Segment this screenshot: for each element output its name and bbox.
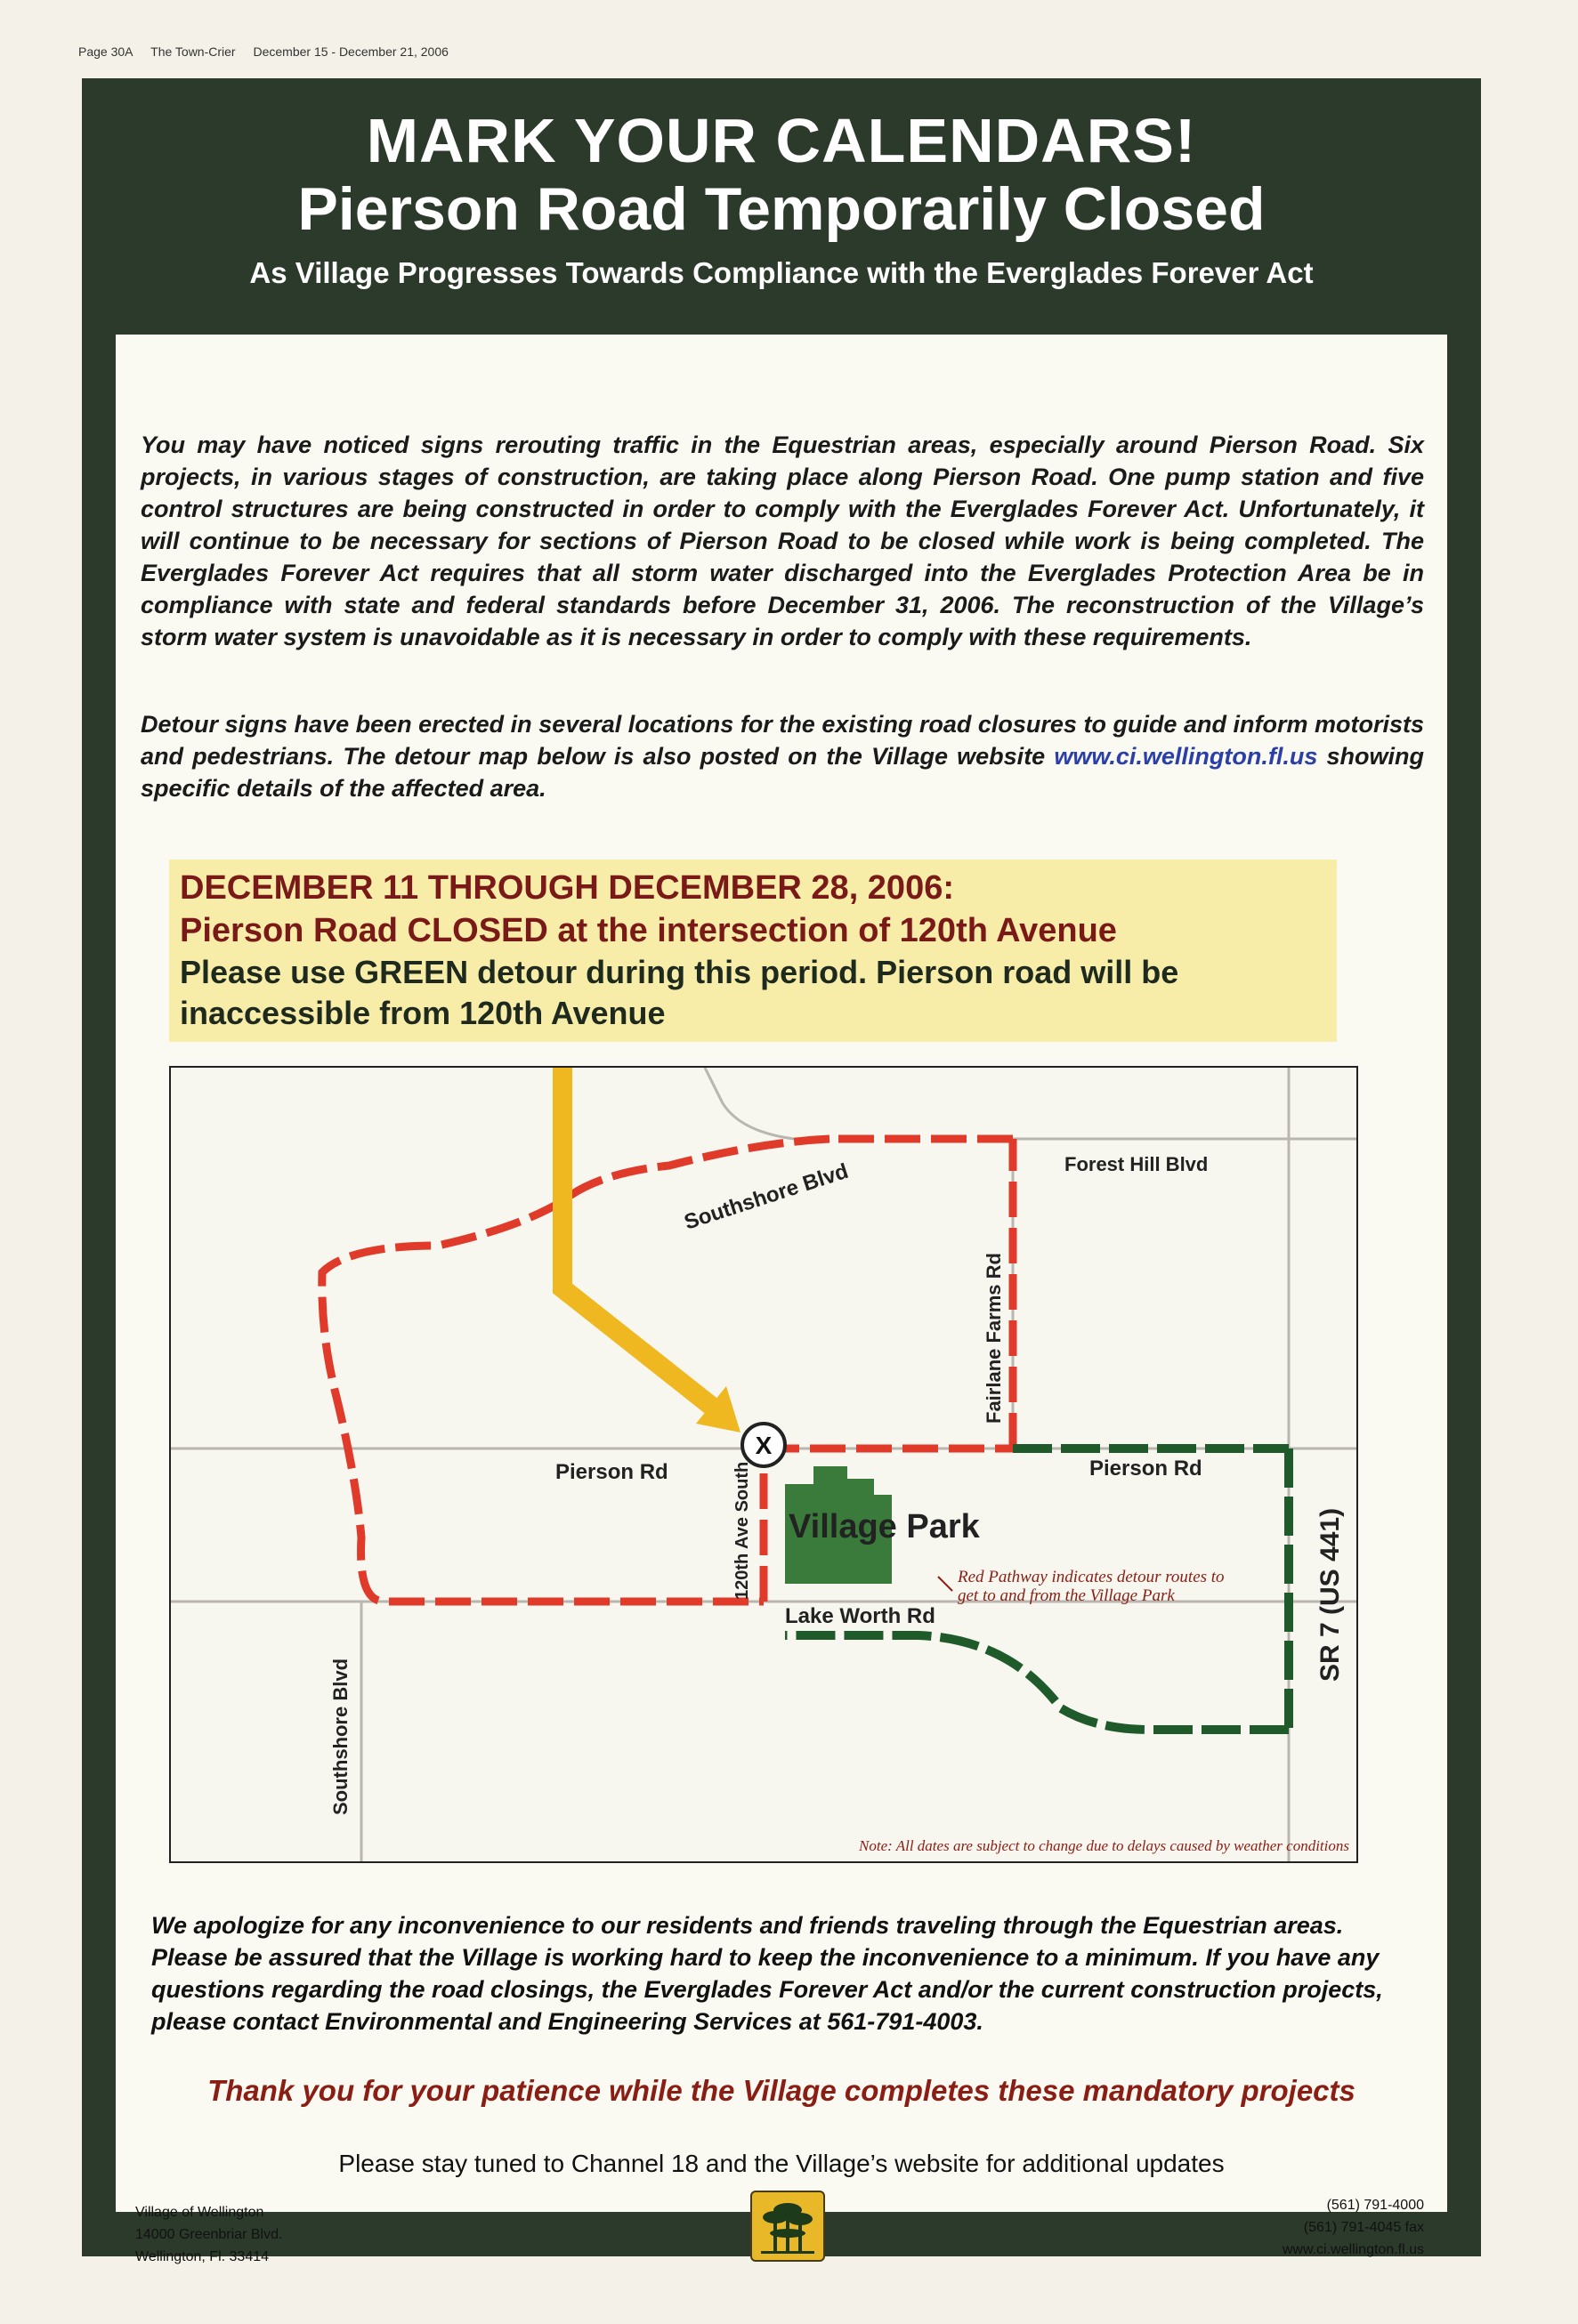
headline-line1: MARK YOUR CALENDARS! [366, 106, 1197, 175]
label-lake-worth: Lake Worth Rd [785, 1604, 935, 1628]
headline-subtitle: As Village Progresses Towards Compliance with the Everglades Forever Act [249, 256, 1314, 289]
green-detour-lakeworth [785, 1635, 1289, 1730]
village-contact [1283, 2194, 1424, 2261]
footer-website[interactable]: www.ci.wellington.fl.us [1282, 2242, 1424, 2257]
intro-p2-start: Detour signs have been erected in several locations for the existing road closures to guide and inform motorists and pedestrians. The detour map below is also posted on the Village website [141, 711, 1424, 770]
issue-dates: December 15 - December 21, 2006 [253, 44, 449, 59]
detour-map-svg [171, 1068, 1356, 1861]
road-northwest-base [705, 1068, 794, 1139]
label-pierson-right: Pierson Rd [1089, 1457, 1202, 1481]
page-number: Page 30A [78, 44, 134, 59]
paper-name: The Town-Crier [150, 44, 236, 59]
intro-p2-end: showing specific details of the affected area. [141, 743, 1424, 802]
phone-number: (561) 791-4000 [1326, 2198, 1424, 2213]
label-pierson-left: Pierson Rd [555, 1460, 668, 1484]
website-link[interactable]: www.ci.wellington.fl.us [1054, 743, 1318, 770]
label-forest-hill: Forest Hill Blvd [1064, 1153, 1209, 1175]
address-line-3: Wellington, Fl. 33414 [135, 2249, 270, 2264]
detour-map [169, 1066, 1358, 1863]
stay-tuned-line: Please stay tuned to Channel 18 and the Village’s website for additional updates [338, 2150, 1225, 2177]
closure-notice [169, 859, 1337, 1042]
address-line-2: 14000 Greenbriar Blvd. [135, 2227, 283, 2242]
address-line-1: Village of Wellington [135, 2205, 264, 2220]
palm-trees-logo-icon [750, 2191, 825, 2262]
thank-you-line: Thank you for your patience while the Village completes these mandatory projects [207, 2074, 1355, 2107]
apology-paragraph: We apologize for any inconvenience to our residents and friends traveling through the Equestrian areas. Please be assured that the Village is working hard to keep the inconvenience to a minimum. If you have any questions regarding the road closings, the Everglades Forever Act and/or the current construction projects, please contact Environmental and Engineering Services at 561-791-4003. [151, 1912, 1383, 2035]
page-header [78, 44, 463, 59]
label-southshore-left: Southshore Blvd [329, 1658, 352, 1815]
label-120th-ave: 120th Ave South [732, 1461, 752, 1600]
label-fairlane: Fairlane Farms Rd [983, 1253, 1005, 1424]
label-sr7: SR 7 (US 441) [1315, 1507, 1345, 1682]
notice-detour: Please use GREEN detour during this period. Pierson road will be inaccessible from 120th Avenue [180, 954, 1179, 1031]
intro-paragraph-2 [141, 708, 1424, 804]
label-village-park: Village Park [789, 1508, 980, 1545]
notice-dates: DECEMBER 11 THROUGH DECEMBER 28, 2006: [180, 869, 954, 907]
label-southshore-top: Southshore Blvd [681, 1158, 852, 1235]
map-note: Note: All dates are subject to change due to delays caused by weather conditions [859, 1837, 1349, 1854]
closure-x-label: X [755, 1432, 773, 1459]
annotation-arrow [938, 1577, 952, 1591]
annotation-text: Red Pathway indicates detour routes to get to and from the Village Park [958, 1568, 1225, 1605]
village-address [135, 2201, 282, 2268]
intro-paragraph-1: You may have noticed signs rerouting traffic in the Equestrian areas, especially around Pierson Road. Six projects, in various stages of construction, are taking place along Pierson Road. One pump station and five control structures are being constructed in order to comply with the Everglades Forever Act. Unfortunately, it will continue to be necessary for sections of Pierson Road to be closed while work is being completed. The Everglades Forever Act requires that all storm water discharged into the Everglades Protection Area be in compliance with state and federal standards before December 31, 2006. The reconstruction of the Village’s storm water system is unavoidable as it is necessary in order to comply with these requirements. [141, 432, 1424, 650]
yellow-arrow [562, 1068, 740, 1432]
fax-number: (561) 791-4045 fax [1303, 2220, 1424, 2235]
annotation-box [958, 1568, 1225, 1639]
notice-closure: Pierson Road CLOSED at the intersection of 120th Avenue [180, 912, 1117, 949]
headline-line2: Pierson Road Temporarily Closed [297, 175, 1266, 243]
logo-svg [752, 2192, 823, 2260]
closure-marker [742, 1424, 785, 1466]
announcement-frame [82, 78, 1481, 2264]
content-panel [116, 335, 1447, 2264]
